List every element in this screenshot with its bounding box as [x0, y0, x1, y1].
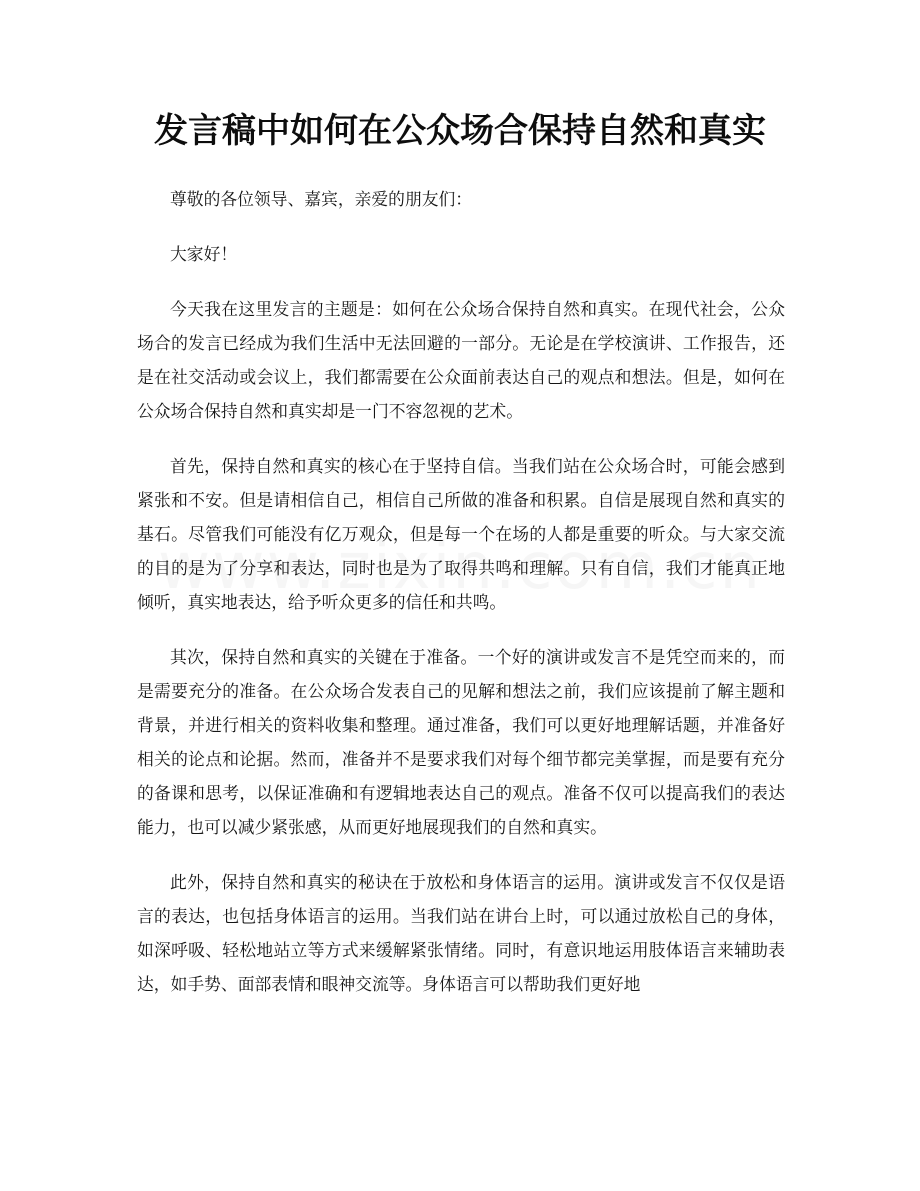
paragraph-body-language: 此外，保持自然和真实的秘诀在于放松和身体语言的运用。演讲或发言不仅仅是语言的表达，也包括身体语言的运用。当我们站在讲台上时，可以通过放松自己的身体，如深呼吸、轻松地站立等方式来缓解紧张情绪。同时，有意识地运用肢体语言来辅助表达，如手势、面部表情和眼神交流等。身体语言可以帮助我们更好地	[137, 872, 785, 994]
paragraph-hello: 大家好！	[170, 244, 238, 264]
paragraph-confidence: 首先，保持自然和真实的核心在于坚持自信。当我们站在公众场合时，可能会感到紧张和不安。但是请相信自己，相信自己所做的准备和积累。自信是展现自然和真实的基石。尽管我们可能没有亿万观众，但是每一个在场的人都是重要的听众。与大家交流的目的是为了分享和表达，同时也是为了取得共鸣和理解。只有自信，我们才能真正地倾听，真实地表达，给予听众更多的信任和共鸣。	[137, 456, 785, 612]
paragraph-intro: 今天我在这里发言的主题是：如何在公众场合保持自然和真实。在现代社会，公众场合的发言已经成为我们生活中无法回避的一部分。无论是在学校演讲、工作报告，还是在社交活动或会议上，我们都需要在公众面前表达自己的观点和想法。但是，如何在公众场合保持自然和真实却是一门不容忽视的艺术。	[137, 299, 785, 421]
paragraph-preparation: 其次，保持自然和真实的关键在于准备。一个好的演讲或发言不是凭空而来的，而是需要充分的准备。在公众场合发表自己的见解和想法之前，我们应该提前了解主题和背景，并进行相关的资料收集和整理。通过准备，我们可以更好地理解话题，并准备好相关的论点和论据。然而，准备并不是要求我们对每个细节都完美掌握，而是要有充分的备课和思考，以保证准确和有逻辑地表达自己的观点。准备不仅可以提高我们的表达能力，也可以减少紧张感，从而更好地展现我们的自然和真实。	[137, 647, 785, 837]
document-title: 发言稿中如何在公众场合保持自然和真实	[154, 111, 766, 151]
document-body	[137, 182, 785, 1022]
paragraph-greeting: 尊敬的各位领导、嘉宾，亲爱的朋友们：	[170, 189, 473, 209]
